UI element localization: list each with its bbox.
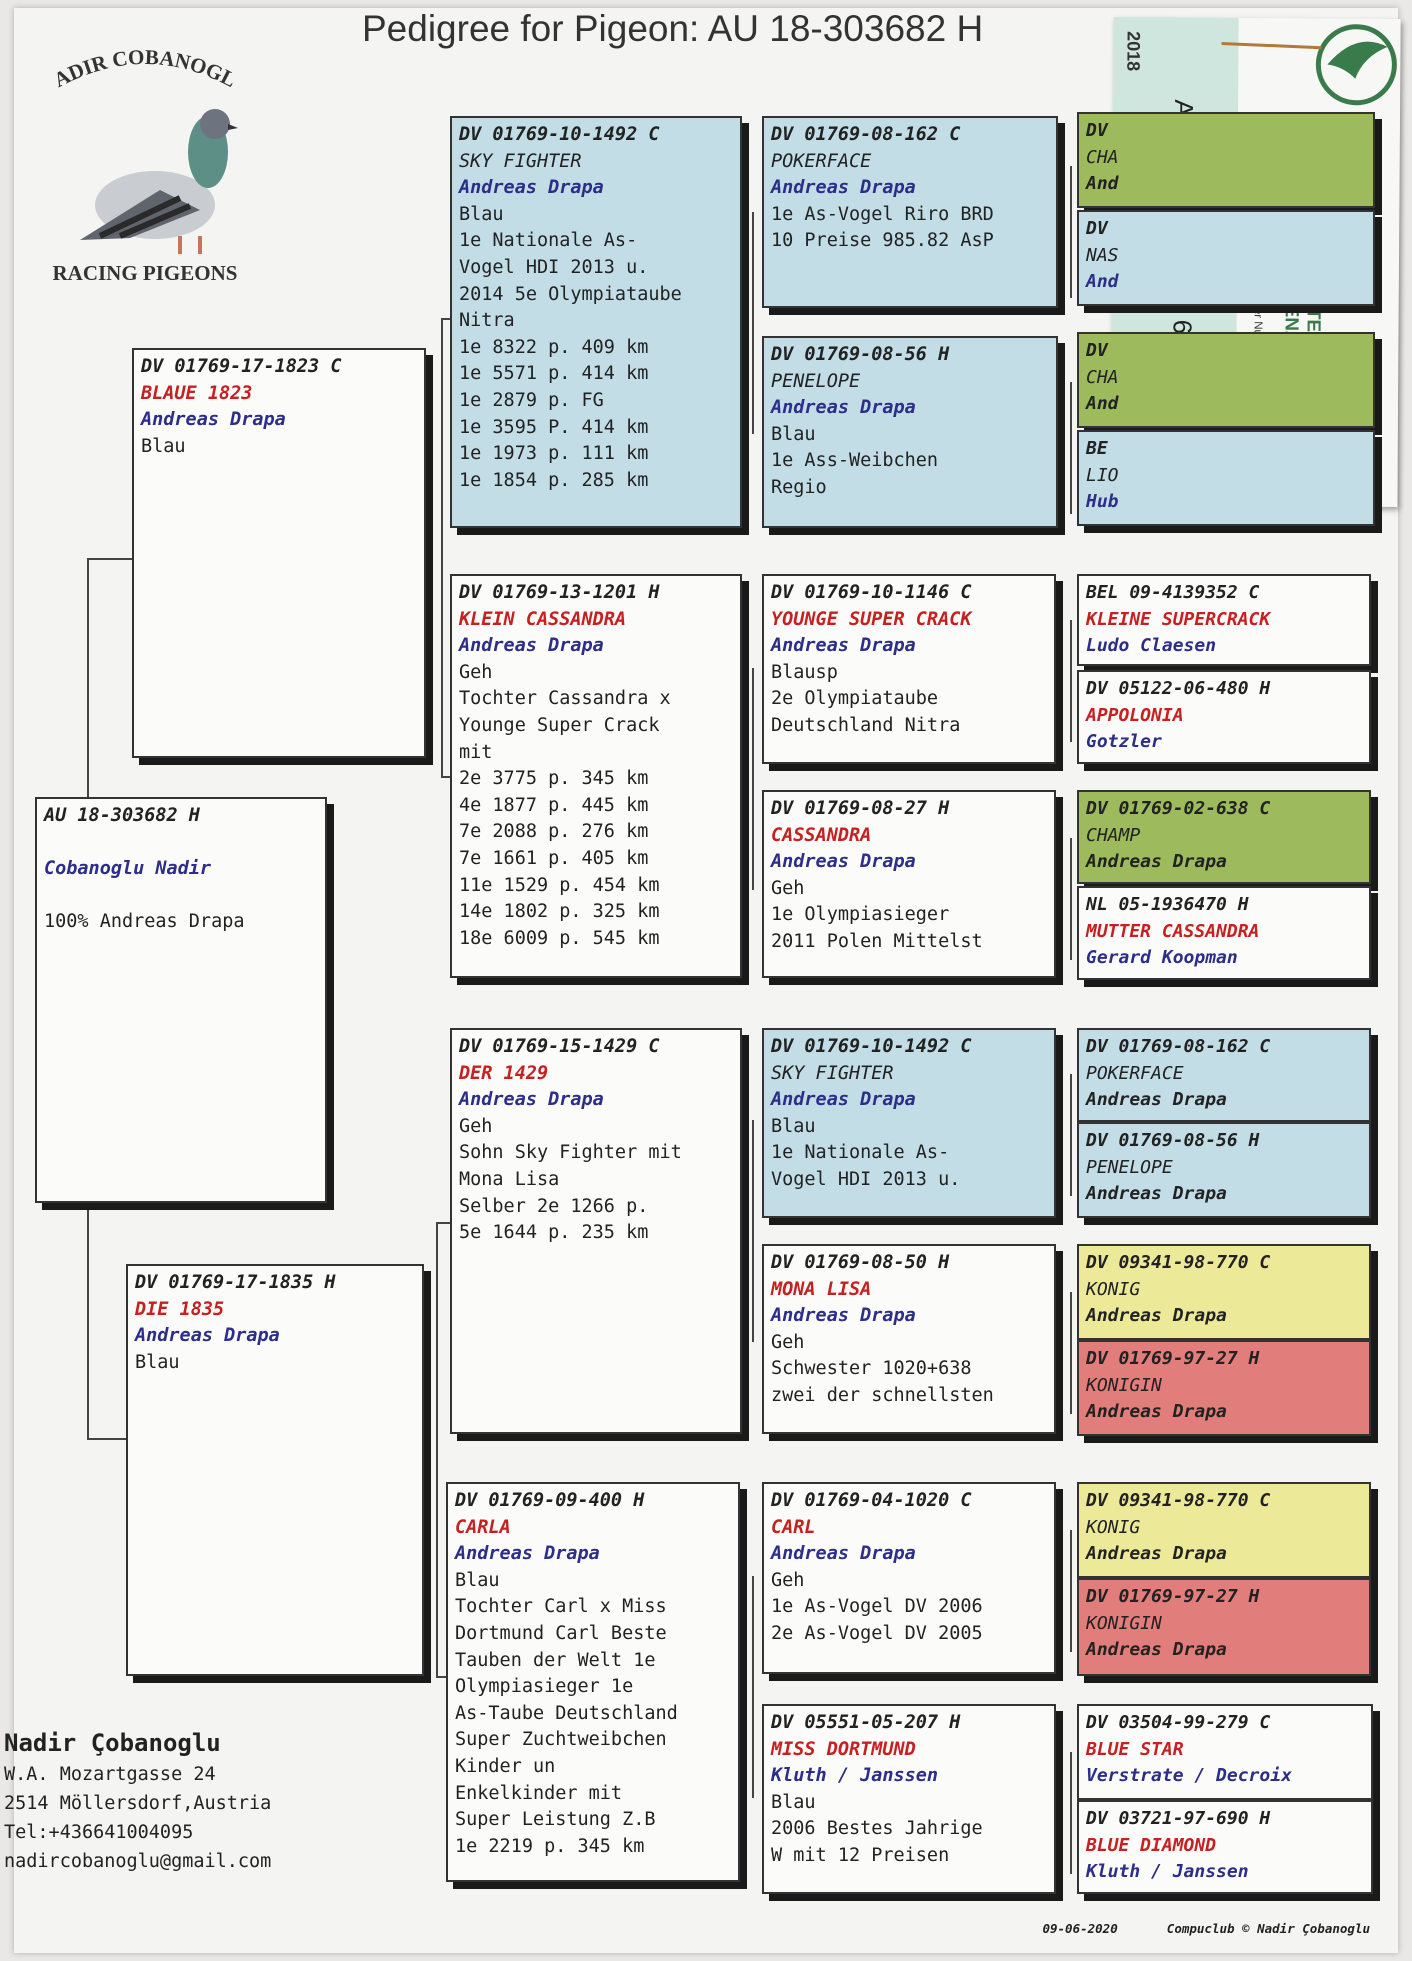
breeder-name: Ludo Claesen: [1086, 635, 1217, 657]
ring-number: DV 01769-08-56 H: [771, 344, 950, 365]
connector: [1070, 1530, 1072, 1652]
pigeon-name: CHAMP: [1086, 824, 1141, 846]
pigeon-name: CHA: [1086, 366, 1119, 388]
ring-number: DV 01769-15-1429 C: [459, 1036, 660, 1057]
ring-number: DV 01769-08-162 C: [771, 124, 961, 145]
subject-note: 100% Andreas Drapa: [44, 911, 245, 933]
breeder-name: Gotzler: [1086, 731, 1162, 753]
gen4-card: [1077, 1704, 1373, 1800]
pigeon-name: PENELOPE: [1086, 1156, 1173, 1178]
detail-line: Enkelkinder mit: [455, 1782, 623, 1804]
owner-name: Nadir Çobanoglu: [4, 1729, 221, 1757]
ring-number: DV 05122-06-480 H: [1086, 678, 1271, 699]
detail-line: 1e Nationale As-: [771, 1142, 950, 1164]
detail-line: 1e Nationale As-: [459, 230, 638, 252]
great-grandparent-card: [762, 1704, 1056, 1894]
pigeon-name: POKERFACE: [1086, 1062, 1184, 1084]
ring-number: DV 01769-08-162 C: [1086, 1036, 1271, 1057]
pigeon-name: DER 1429: [459, 1062, 549, 1084]
detail-line: Tochter Carl x Miss: [455, 1596, 667, 1618]
detail-line: 18e 6009 p. 545 km: [459, 927, 660, 949]
detail-line: Geh: [771, 1569, 805, 1591]
detail-line: 10 Preise 985.82 AsP: [771, 230, 994, 252]
pigeon-logo-icon: [40, 40, 250, 300]
ring-number: DV 03504-99-279 C: [1086, 1712, 1271, 1733]
ring-card-bird-emblem-icon: [1313, 22, 1400, 111]
pigeon-name: CARLA: [455, 1516, 511, 1538]
breeder-name: Hub: [1086, 491, 1119, 513]
detail-line: 1e Olympiasieger: [771, 904, 950, 926]
pigeon-name: KONIG: [1086, 1278, 1141, 1300]
detail-line: Regio: [771, 476, 827, 498]
pigeon-name: CASSANDRA: [771, 824, 872, 846]
ring-number: DV 01769-13-1201 H: [459, 582, 660, 603]
great-grandparent-card: [762, 336, 1058, 528]
footer: [1042, 1921, 1370, 1936]
owner-email[interactable]: nadircobanoglu@gmail.com: [4, 1851, 272, 1872]
connector: [1070, 838, 1072, 960]
breeder-name: Andreas Drapa: [455, 1543, 600, 1565]
breeder-name: Andreas Drapa: [1086, 1639, 1227, 1661]
detail-line: Deutschland Nitra: [771, 714, 961, 736]
pigeon-name: CHA: [1086, 146, 1119, 168]
breeder-name: Andreas Drapa: [771, 1543, 916, 1565]
breeder-name: Kluth / Janssen: [1086, 1861, 1249, 1883]
detail-line: 1e 2219 p. 345 km: [455, 1835, 645, 1857]
pigeon-name: MUTTER CASSANDRA: [1086, 920, 1260, 942]
ring-number: DV 01769-17-1823 C: [141, 356, 342, 377]
detail-line: 2e As-Vogel DV 2005: [771, 1622, 983, 1644]
owner-address-block: [4, 1726, 271, 1876]
gen4-card: [1077, 574, 1371, 666]
great-grandparent-card: [762, 116, 1058, 308]
grandparent-card-der-1429: [450, 1028, 742, 1434]
detail-line: zwei der schnellsten: [771, 1384, 994, 1406]
ring-number: DV 03721-97-690 H: [1086, 1808, 1271, 1829]
detail-line: Geh: [459, 1115, 493, 1137]
pigeon-name: YOUNGE SUPER CRACK: [771, 608, 972, 630]
ring-number: DV 01769-97-27 H: [1086, 1586, 1260, 1607]
ring-number: DV 09341-98-770 C: [1086, 1490, 1271, 1511]
pigeon-name: BLAUE 1823: [141, 382, 253, 404]
detail-line: 1e 3595 P. 414 km: [459, 416, 649, 438]
breeder-name: Andreas Drapa: [1086, 1401, 1227, 1423]
detail-line: 2e 3775 p. 345 km: [459, 768, 649, 790]
footer-credit: Compuclub © Nadir Çobanoglu: [1166, 1921, 1370, 1936]
ring-number: DV 01769-97-27 H: [1086, 1348, 1260, 1369]
detail-line: Super Zuchtweibchen: [455, 1729, 667, 1751]
breeder-name: Andreas Drapa: [771, 851, 916, 873]
detail-line: 7e 1661 p. 405 km: [459, 847, 649, 869]
gen4-card: [1077, 1578, 1371, 1676]
breeder-name: Andreas Drapa: [1086, 851, 1227, 873]
pigeon-name: SKY FIGHTER: [459, 150, 582, 172]
breeder-name: Andreas Drapa: [1086, 1543, 1227, 1565]
breeder-name: Andreas Drapa: [771, 177, 916, 199]
ring-number: DV 09341-98-770 C: [1086, 1252, 1271, 1273]
detail-line: W mit 12 Preisen: [771, 1844, 950, 1866]
detail-line: Nitra: [459, 310, 515, 332]
breeder-name: Andreas Drapa: [1086, 1183, 1227, 1205]
detail-line: 1e 1854 p. 285 km: [459, 469, 649, 491]
detail-line: Mona Lisa: [459, 1168, 560, 1190]
pigeon-name: KONIG: [1086, 1516, 1141, 1538]
ring-number: DV 01769-17-1835 H: [135, 1272, 336, 1293]
detail-line: 1e 1973 p. 111 km: [459, 443, 649, 465]
pigeon-name: DIE 1835: [135, 1298, 225, 1320]
ring-number: BEL 09-4139352 C: [1086, 582, 1260, 603]
pigeon-name: NAS: [1086, 244, 1119, 266]
detail-line: 4e 1877 p. 445 km: [459, 794, 649, 816]
great-grandparent-card: [762, 790, 1056, 978]
detail-line: Vogel HDI 2013 u.: [459, 256, 649, 278]
breeder-name: Andreas Drapa: [459, 1089, 604, 1111]
ring-number: DV: [1086, 340, 1108, 361]
connector: [436, 1222, 438, 1676]
breeder-name: Kluth / Janssen: [771, 1765, 939, 1787]
ring-number: DV 01769-08-27 H: [771, 798, 950, 819]
pigeon-name: LIO: [1086, 464, 1119, 486]
detail-line: Blau: [771, 423, 816, 445]
grandparent-card-carla: [446, 1482, 740, 1882]
detail-line: Olympiasieger 1e: [455, 1676, 634, 1698]
detail-line: 2011 Polen Mittelst: [771, 930, 983, 952]
great-grandparent-card: [762, 1028, 1056, 1218]
gen4-card: [1077, 1244, 1371, 1340]
detail-line: 11e 1529 p. 454 km: [459, 874, 660, 896]
pigeon-name: KLEINE SUPERCRACK: [1086, 608, 1271, 630]
gen4-card: [1077, 790, 1371, 884]
detail-line: Kinder un: [455, 1755, 556, 1777]
detail-line: Selber 2e 1266 p.: [459, 1195, 649, 1217]
gen4-card: [1077, 886, 1371, 980]
ring-number: DV: [1086, 120, 1108, 141]
great-grandparent-card: [762, 1244, 1056, 1434]
breeder-name: Andreas Drapa: [1086, 1089, 1227, 1111]
detail-line: Schwester 1020+638: [771, 1358, 972, 1380]
ring-number: DV 01769-09-400 H: [455, 1490, 645, 1511]
pigeon-name: MONA LISA: [771, 1278, 872, 1300]
connector: [1070, 166, 1072, 298]
owner-phone: Tel:+436641004095: [4, 1822, 194, 1843]
connector: [752, 668, 754, 890]
detail-line: Blau: [771, 1791, 816, 1813]
detail-line: 1e Ass-Weibchen: [771, 450, 939, 472]
grandparent-card-klein-cassandra: [450, 574, 742, 978]
gen4-card: [1077, 1028, 1371, 1122]
ring-number: DV 05551-05-207 H: [771, 1712, 961, 1733]
logo-bottom-text: RACING PIGEONS: [52, 261, 238, 285]
subject-owner: Cobanoglu Nadir: [44, 858, 212, 880]
pigeon-name: KONIGIN: [1086, 1374, 1162, 1396]
connector: [87, 558, 137, 560]
gen4-card: [1077, 1122, 1371, 1218]
ring-number: DV 01769-04-1020 C: [771, 1490, 972, 1511]
detail-line: 7e 2088 p. 276 km: [459, 821, 649, 843]
breeder-name: Andreas Drapa: [141, 409, 286, 431]
pigeon-name: SKY FIGHTER: [771, 1062, 894, 1084]
ring-number: DV: [1086, 218, 1108, 239]
breeder-name: Andreas Drapa: [771, 397, 916, 419]
ring-number: DV 01769-02-638 C: [1086, 798, 1271, 819]
subject-ring-number: AU 18-303682 H: [44, 805, 200, 826]
detail-line: Blau: [459, 203, 504, 225]
breeder-name: Andreas Drapa: [771, 1305, 916, 1327]
connector: [1070, 1292, 1072, 1414]
detail-line: Blau: [771, 1115, 816, 1137]
detail-line: Younge Super Crack: [459, 714, 660, 736]
detail-line: Sohn Sky Fighter mit: [459, 1142, 682, 1164]
detail-line: As-Taube Deutschland: [455, 1702, 678, 1724]
connector: [1070, 1752, 1072, 1874]
detail-line: Geh: [459, 661, 493, 683]
detail-line: Tauben der Welt 1e: [455, 1649, 656, 1671]
breeder-name: Gerard Koopman: [1086, 947, 1238, 969]
gen4-card: [1077, 1340, 1371, 1436]
pigeon-name: MISS DORTMUND: [771, 1738, 916, 1760]
grandparent-card-sky-fighter: [450, 116, 742, 528]
breeder-name: Verstrate / Decroix: [1086, 1765, 1292, 1787]
gen4-card: [1077, 210, 1375, 306]
page-title: Pedigree for Pigeon: AU 18-303682 H: [362, 8, 984, 49]
gen4-card: [1077, 670, 1371, 764]
ring-number: BE: [1086, 438, 1108, 459]
connector: [87, 1438, 131, 1440]
pigeon-name: POKERFACE: [771, 150, 872, 172]
detail-line: 1e As-Vogel Riro BRD: [771, 203, 994, 225]
subject-pigeon-card: [35, 797, 327, 1203]
breeder-name: And: [1086, 393, 1119, 415]
dam-card: [126, 1264, 424, 1676]
logo-top-text: ADIR COBANOGL: [49, 44, 241, 93]
ring-number: DV 01769-10-1492 C: [459, 124, 660, 145]
ring-number: DV 01769-10-1146 C: [771, 582, 972, 603]
detail-line: Blau: [135, 1351, 180, 1373]
connector: [1070, 620, 1072, 742]
detail-line: Dortmund Carl Beste: [455, 1622, 667, 1644]
breeder-name: Andreas Drapa: [1086, 1305, 1227, 1327]
ring-number: NL 05-1936470 H: [1086, 894, 1249, 915]
gen4-card: [1077, 430, 1375, 526]
svg-text:NADIR COBANOGLU: [40, 40, 240, 92]
connector: [752, 1120, 754, 1342]
ring-number: DV 01769-08-50 H: [771, 1252, 950, 1273]
detail-line: 1e 8322 p. 409 km: [459, 336, 649, 358]
great-grandparent-card: [762, 1482, 1056, 1674]
detail-line: Tochter Cassandra x: [459, 688, 671, 710]
detail-line: Blausp: [771, 661, 838, 683]
detail-line: 2014 5e Olympiataube: [459, 283, 682, 305]
owner-address-line2: 2514 Möllersdorf,Austria: [4, 1793, 272, 1814]
footer-date: 09-06-2020: [1042, 1921, 1118, 1936]
detail-line: 5e 1644 p. 235 km: [459, 1222, 649, 1244]
ring-card-year-top: 2018: [1123, 31, 1144, 72]
connector: [441, 318, 443, 776]
pigeon-name: CARL: [771, 1516, 816, 1538]
detail-line: 2e Olympiataube: [771, 688, 939, 710]
breeder-name: Andreas Drapa: [771, 635, 916, 657]
pigeon-name: KLEIN CASSANDRA: [459, 608, 627, 630]
pigeon-name: BLUE DIAMOND: [1086, 1834, 1217, 1856]
sire-card: [132, 348, 426, 758]
gen4-card: [1077, 112, 1375, 208]
logo: [40, 40, 250, 300]
pigeon-name: PENELOPE: [771, 370, 861, 392]
connector: [752, 212, 754, 434]
detail-line: Geh: [771, 1331, 805, 1353]
breeder-name: Andreas Drapa: [459, 177, 604, 199]
connector: [436, 1222, 450, 1224]
breeder-name: Andreas Drapa: [459, 635, 604, 657]
gen4-card: [1077, 332, 1375, 428]
connector: [752, 1576, 754, 1798]
breeder-name: Andreas Drapa: [135, 1325, 280, 1347]
breeder-name: And: [1086, 271, 1119, 293]
detail-line: 1e 2879 p. FG: [459, 389, 604, 411]
connector: [1070, 1074, 1072, 1196]
pigeon-name: BLUE STAR: [1086, 1738, 1184, 1760]
breeder-name: And: [1086, 173, 1119, 195]
detail-line: 14e 1802 p. 325 km: [459, 901, 660, 923]
ring-number: DV 01769-08-56 H: [1086, 1130, 1260, 1151]
ring-number: DV 01769-10-1492 C: [771, 1036, 972, 1057]
great-grandparent-card: [762, 574, 1056, 764]
detail-line: mit: [459, 741, 493, 763]
owner-address-line1: W.A. Mozartgasse 24: [4, 1764, 216, 1785]
detail-line: Vogel HDI 2013 u.: [771, 1168, 961, 1190]
connector: [1070, 382, 1072, 514]
detail-line: Geh: [771, 877, 805, 899]
gen4-card: [1077, 1482, 1371, 1578]
detail-line: Blau: [455, 1569, 500, 1591]
detail-line: 2006 Bestes Jahrige: [771, 1818, 983, 1840]
detail-line: Super Leistung Z.B: [455, 1809, 656, 1831]
detail-line: 1e As-Vogel DV 2006: [771, 1596, 983, 1618]
pigeon-name: APPOLONIA: [1086, 704, 1184, 726]
gen4-card: [1077, 1800, 1373, 1894]
detail-line: 1e 5571 p. 414 km: [459, 363, 649, 385]
breeder-name: Andreas Drapa: [771, 1089, 916, 1111]
detail-line: Blau: [141, 435, 186, 457]
pigeon-name: KONIGIN: [1086, 1612, 1162, 1634]
